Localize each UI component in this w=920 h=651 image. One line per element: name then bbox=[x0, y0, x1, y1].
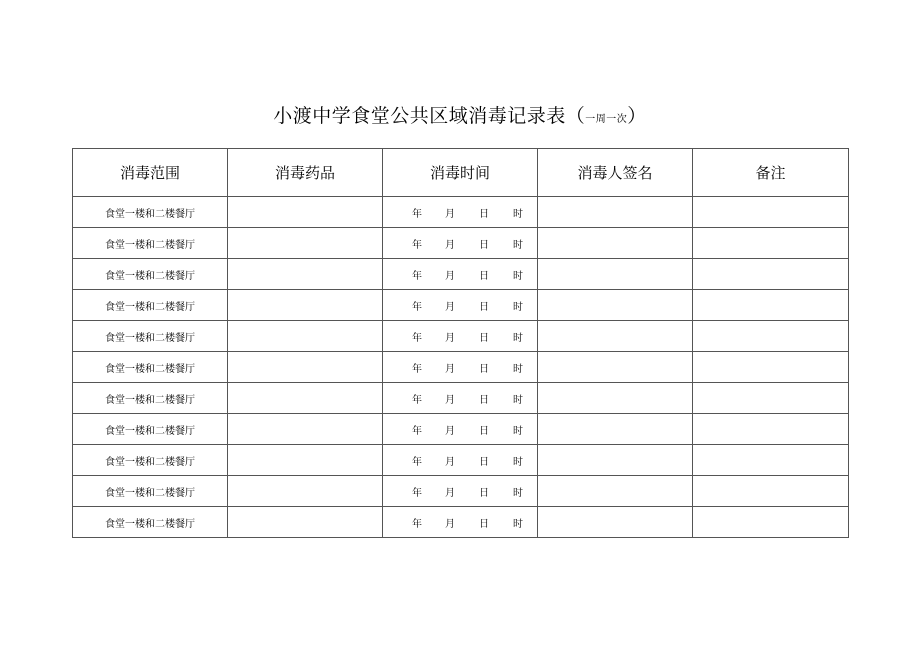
title-main: 小渡中学食堂公共区域消毒记录表 bbox=[273, 105, 566, 127]
table-row bbox=[73, 197, 849, 228]
time-hour-label: 时 bbox=[513, 456, 523, 468]
time-month-label: 月 bbox=[445, 518, 455, 530]
table-row bbox=[73, 445, 849, 476]
header-scope: 消毒范围 bbox=[73, 149, 228, 197]
table-row bbox=[73, 507, 849, 538]
cell-scope: 食堂一楼和二楼餐厅 bbox=[73, 507, 228, 538]
time-month-label: 月 bbox=[445, 332, 455, 344]
cell-scope: 食堂一楼和二楼餐厅 bbox=[73, 414, 228, 445]
cell-remark[interactable] bbox=[693, 507, 849, 538]
time-year-label: 年 bbox=[412, 270, 422, 282]
cell-signer[interactable] bbox=[538, 507, 693, 538]
time-day-label: 日 bbox=[479, 332, 489, 344]
cell-medicine[interactable] bbox=[228, 414, 383, 445]
cell-remark[interactable] bbox=[693, 352, 849, 383]
time-month-label: 月 bbox=[445, 239, 455, 251]
cell-signer[interactable] bbox=[538, 259, 693, 290]
cell-signer[interactable] bbox=[538, 290, 693, 321]
cell-time[interactable] bbox=[383, 321, 538, 352]
time-day-label: 日 bbox=[479, 208, 489, 220]
time-year-label: 年 bbox=[412, 363, 422, 375]
cell-scope: 食堂一楼和二楼餐厅 bbox=[73, 197, 228, 228]
time-month-label: 月 bbox=[445, 270, 455, 282]
cell-time[interactable] bbox=[383, 414, 538, 445]
title-frequency-note: 一周一次 bbox=[585, 114, 628, 125]
cell-signer[interactable] bbox=[538, 228, 693, 259]
time-hour-label: 时 bbox=[513, 425, 523, 437]
cell-scope: 食堂一楼和二楼餐厅 bbox=[73, 383, 228, 414]
cell-remark[interactable] bbox=[693, 321, 849, 352]
cell-medicine[interactable] bbox=[228, 228, 383, 259]
time-day-label: 日 bbox=[479, 239, 489, 251]
cell-remark[interactable] bbox=[693, 228, 849, 259]
cell-remark[interactable] bbox=[693, 414, 849, 445]
time-year-label: 年 bbox=[412, 518, 422, 530]
table-row bbox=[73, 228, 849, 259]
header-row bbox=[73, 149, 849, 197]
cell-remark[interactable] bbox=[693, 259, 849, 290]
cell-remark[interactable] bbox=[693, 290, 849, 321]
header-remark: 备注 bbox=[693, 149, 849, 197]
time-day-label: 日 bbox=[479, 301, 489, 313]
table-row bbox=[73, 414, 849, 445]
time-month-label: 月 bbox=[445, 363, 455, 375]
time-year-label: 年 bbox=[412, 487, 422, 499]
cell-time[interactable] bbox=[383, 197, 538, 228]
time-hour-label: 时 bbox=[513, 363, 523, 375]
cell-time[interactable] bbox=[383, 383, 538, 414]
time-day-label: 日 bbox=[479, 425, 489, 437]
cell-signer[interactable] bbox=[538, 414, 693, 445]
time-month-label: 月 bbox=[445, 208, 455, 220]
time-hour-label: 时 bbox=[513, 332, 523, 344]
table-row bbox=[73, 290, 849, 321]
time-day-label: 日 bbox=[479, 363, 489, 375]
time-day-label: 日 bbox=[479, 456, 489, 468]
time-month-label: 月 bbox=[445, 425, 455, 437]
cell-scope: 食堂一楼和二楼餐厅 bbox=[73, 445, 228, 476]
table-row bbox=[73, 476, 849, 507]
cell-signer[interactable] bbox=[538, 321, 693, 352]
page-title bbox=[0, 104, 920, 132]
time-month-label: 月 bbox=[445, 394, 455, 406]
cell-medicine[interactable] bbox=[228, 290, 383, 321]
cell-signer[interactable] bbox=[538, 352, 693, 383]
table-row bbox=[73, 383, 849, 414]
time-year-label: 年 bbox=[412, 456, 422, 468]
time-day-label: 日 bbox=[479, 487, 489, 499]
time-hour-label: 时 bbox=[513, 270, 523, 282]
cell-medicine[interactable] bbox=[228, 445, 383, 476]
time-hour-label: 时 bbox=[513, 239, 523, 251]
time-hour-label: 时 bbox=[513, 394, 523, 406]
cell-remark[interactable] bbox=[693, 445, 849, 476]
table-row bbox=[73, 259, 849, 290]
time-year-label: 年 bbox=[412, 301, 422, 313]
disinfection-record-table bbox=[72, 148, 849, 538]
cell-medicine[interactable] bbox=[228, 476, 383, 507]
cell-scope: 食堂一楼和二楼餐厅 bbox=[73, 352, 228, 383]
header-signer: 消毒人签名 bbox=[538, 149, 693, 197]
cell-scope: 食堂一楼和二楼餐厅 bbox=[73, 321, 228, 352]
header-medicine: 消毒药品 bbox=[228, 149, 383, 197]
time-day-label: 日 bbox=[479, 394, 489, 406]
cell-remark[interactable] bbox=[693, 197, 849, 228]
cell-medicine[interactable] bbox=[228, 383, 383, 414]
cell-time[interactable] bbox=[383, 259, 538, 290]
cell-medicine[interactable] bbox=[228, 197, 383, 228]
time-hour-label: 时 bbox=[513, 301, 523, 313]
time-month-label: 月 bbox=[445, 487, 455, 499]
table-row bbox=[73, 321, 849, 352]
cell-signer[interactable] bbox=[538, 197, 693, 228]
time-hour-label: 时 bbox=[513, 487, 523, 499]
time-year-label: 年 bbox=[412, 425, 422, 437]
time-month-label: 月 bbox=[445, 456, 455, 468]
time-year-label: 年 bbox=[412, 239, 422, 251]
cell-scope: 食堂一楼和二楼餐厅 bbox=[73, 476, 228, 507]
cell-time[interactable] bbox=[383, 228, 538, 259]
header-time: 消毒时间 bbox=[383, 149, 538, 197]
cell-medicine[interactable] bbox=[228, 352, 383, 383]
time-hour-label: 时 bbox=[513, 208, 523, 220]
time-year-label: 年 bbox=[412, 208, 422, 220]
cell-medicine[interactable] bbox=[228, 507, 383, 538]
cell-scope: 食堂一楼和二楼餐厅 bbox=[73, 259, 228, 290]
title-close-paren: ） bbox=[627, 105, 647, 127]
cell-signer[interactable] bbox=[538, 445, 693, 476]
cell-medicine[interactable] bbox=[228, 259, 383, 290]
time-month-label: 月 bbox=[445, 301, 455, 313]
cell-time[interactable] bbox=[383, 445, 538, 476]
cell-time[interactable] bbox=[383, 290, 538, 321]
cell-signer[interactable] bbox=[538, 476, 693, 507]
time-day-label: 日 bbox=[479, 270, 489, 282]
cell-time[interactable] bbox=[383, 507, 538, 538]
cell-remark[interactable] bbox=[693, 383, 849, 414]
title-open-paren: （ bbox=[565, 105, 586, 127]
cell-time[interactable] bbox=[383, 476, 538, 507]
time-year-label: 年 bbox=[412, 332, 422, 344]
cell-scope: 食堂一楼和二楼餐厅 bbox=[73, 228, 228, 259]
cell-time[interactable] bbox=[383, 352, 538, 383]
table-row bbox=[73, 352, 849, 383]
cell-remark[interactable] bbox=[693, 476, 849, 507]
cell-scope: 食堂一楼和二楼餐厅 bbox=[73, 290, 228, 321]
time-year-label: 年 bbox=[412, 394, 422, 406]
cell-signer[interactable] bbox=[538, 383, 693, 414]
time-day-label: 日 bbox=[479, 518, 489, 530]
cell-medicine[interactable] bbox=[228, 321, 383, 352]
time-hour-label: 时 bbox=[513, 518, 523, 530]
